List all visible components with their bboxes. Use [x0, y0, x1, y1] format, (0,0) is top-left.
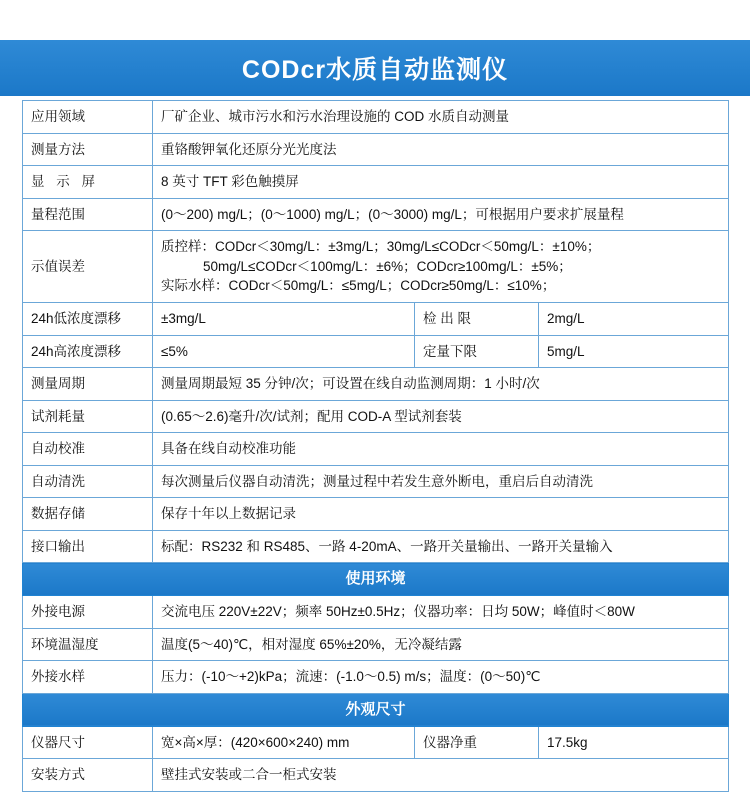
row-label-method: 测量方法: [23, 133, 153, 166]
specification-table: [22, 100, 729, 792]
row-value-auto-cleaning: 每次测量后仪器自动清洗；测量过程中若发生意外断电，重启后自动清洗: [153, 465, 729, 498]
table-row: [23, 498, 729, 531]
row-label-range: 量程范围: [23, 198, 153, 231]
row-label-ambient-temp-humidity: 环境温湿度: [23, 628, 153, 661]
row-label-auto-cleaning: 自动清洗: [23, 465, 153, 498]
row-value-power-supply: 交流电压 220V±22V；频率 50Hz±0.5Hz；仪器功率：日均 50W；峰值时＜80W: [153, 596, 729, 629]
row-value-application: 厂矿企业、城市污水和污水治理设施的 COD 水质自动测量: [153, 101, 729, 134]
section-header-environment-label: 使用环境: [23, 563, 729, 596]
row-label-low-conc-drift: 24h低浓度漂移: [23, 302, 153, 335]
row-label-installation: 安装方式: [23, 759, 153, 792]
table-row: [23, 166, 729, 199]
error-line-1: 质控样：CODcr＜30mg/L：±3mg/L；30mg/L≤CODcr＜50mg/L：±10%；: [161, 239, 601, 255]
row-value-instrument-size: 宽×高×厚：(420×600×240) mm: [153, 726, 415, 759]
row-value-installation: 壁挂式安装或二合一柜式安装: [153, 759, 729, 792]
error-line-3: 实际水样：CODcr＜50mg/L：≤5mg/L；CODcr≥50mg/L：≤10%；: [161, 278, 556, 294]
row-label-detection-limit: 检 出 限: [415, 302, 539, 335]
table-row: [23, 368, 729, 401]
row-value-water-sample: 压力：(-10〜+2)kPa；流速：(-1.0〜0.5) m/s；温度：(0〜50)℃: [153, 661, 729, 694]
table-row: [23, 465, 729, 498]
section-header-environment: [23, 563, 729, 596]
page-title: CODcr水质自动监测仪: [241, 56, 509, 84]
row-label-display: 显 示 屏: [23, 166, 153, 199]
row-label-high-conc-drift: 24h高浓度漂移: [23, 335, 153, 368]
row-value-ambient-temp-humidity: 温度(5〜40)℃，相对湿度 65%±20%，无冷凝结露: [153, 628, 729, 661]
table-row: [23, 400, 729, 433]
table-row: [23, 133, 729, 166]
row-value-detection-limit: 2mg/L: [539, 302, 729, 335]
row-label-instrument-size: 仪器尺寸: [23, 726, 153, 759]
row-value-measure-cycle: 测量周期最短 35 分钟/次；可设置在线自动监测周期：1 小时/次: [153, 368, 729, 401]
table-row: [23, 596, 729, 629]
row-value-low-conc-drift: ±3mg/L: [153, 302, 415, 335]
row-label-interface-output: 接口输出: [23, 530, 153, 563]
row-label-auto-calibration: 自动校准: [23, 433, 153, 466]
row-value-display: 8 英寸 TFT 彩色触摸屏: [153, 166, 729, 199]
table-row: [23, 101, 729, 134]
table-row: [23, 433, 729, 466]
row-label-quantitation-limit: 定量下限: [415, 335, 539, 368]
row-value-method: 重铬酸钾氧化还原分光光度法: [153, 133, 729, 166]
row-value-net-weight: 17.5kg: [539, 726, 729, 759]
row-value-data-storage: 保存十年以上数据记录: [153, 498, 729, 531]
row-value-interface-output: 标配：RS232 和 RS485、一路 4-20mA、一路开关量输出、一路开关量输入: [153, 530, 729, 563]
table-row: [23, 530, 729, 563]
row-label-measure-cycle: 测量周期: [23, 368, 153, 401]
table-row: [23, 302, 729, 335]
table-row: [23, 628, 729, 661]
error-line-2: 50mg/L≤CODcr＜100mg/L：±6%；CODcr≥100mg/L：±5%；: [203, 258, 572, 274]
table-row: [23, 198, 729, 231]
row-value-high-conc-drift: ≤5%: [153, 335, 415, 368]
table-row-error: [23, 231, 729, 303]
row-value-indication-error: [153, 231, 729, 303]
table-row: [23, 661, 729, 694]
row-label-reagent-consumption: 试剂耗量: [23, 400, 153, 433]
row-value-range: (0〜200) mg/L；(0〜1000) mg/L；(0〜3000) mg/L；可根据用户要求扩展量程: [153, 198, 729, 231]
table-row: [23, 726, 729, 759]
row-label-application: 应用领域: [23, 101, 153, 134]
page-title-bar: [0, 40, 750, 96]
row-label-indication-error: 示值误差: [23, 231, 153, 303]
row-value-auto-calibration: 具备在线自动校准功能: [153, 433, 729, 466]
table-row: [23, 759, 729, 792]
row-value-quantitation-limit: 5mg/L: [539, 335, 729, 368]
table-row: [23, 335, 729, 368]
row-label-data-storage: 数据存储: [23, 498, 153, 531]
row-label-power-supply: 外接电源: [23, 596, 153, 629]
section-header-dimensions-label: 外观尺寸: [23, 693, 729, 726]
row-value-reagent-consumption: (0.65〜2.6)毫升/次/试剂；配用 COD-A 型试剂套装: [153, 400, 729, 433]
row-label-water-sample: 外接水样: [23, 661, 153, 694]
section-header-dimensions: [23, 693, 729, 726]
row-label-net-weight: 仪器净重: [415, 726, 539, 759]
